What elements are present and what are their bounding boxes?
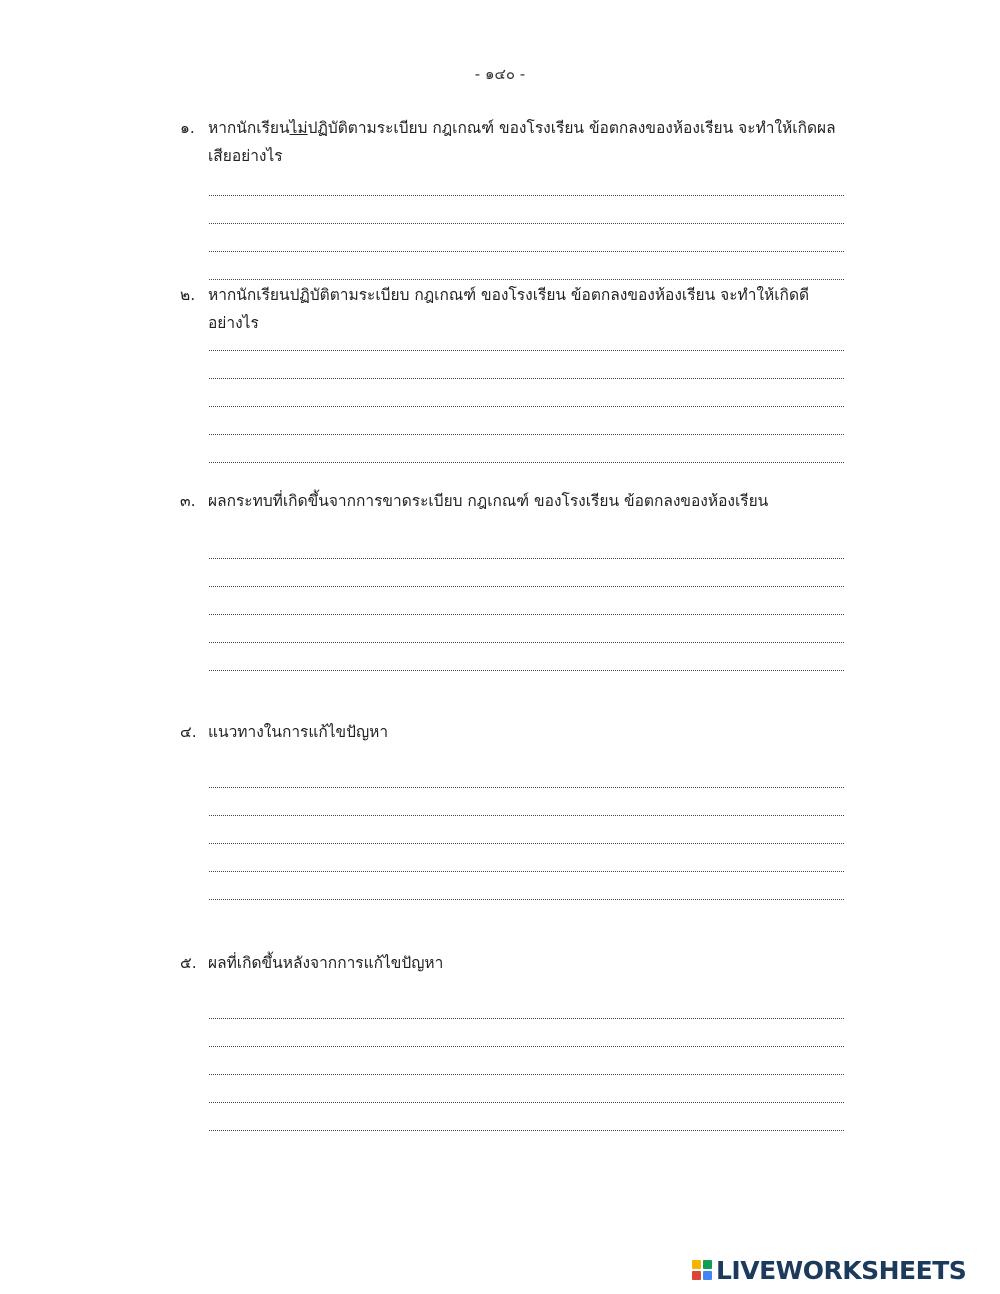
question-2-text — [180, 281, 848, 337]
question-1-number: ๑. — [180, 119, 195, 137]
question-1-text-before: หากนักเรียน — [208, 119, 290, 137]
answer-line[interactable] — [209, 435, 844, 463]
logo-square-icon — [692, 1271, 701, 1280]
answer-line[interactable] — [209, 252, 844, 280]
answer-lines-3 — [209, 531, 848, 671]
logo-square-icon — [703, 1271, 712, 1280]
answer-lines-4 — [209, 760, 848, 900]
question-1-text-underlined: ไม่ — [289, 119, 308, 137]
question-4-text — [180, 718, 848, 746]
answer-line[interactable] — [209, 872, 844, 900]
answer-line[interactable] — [209, 1019, 844, 1047]
answer-line[interactable] — [209, 1047, 844, 1075]
answer-lines-2 — [209, 323, 848, 463]
question-4-text-body: แนวทางในการแก้ไขปัญหา — [208, 723, 389, 741]
answer-line[interactable] — [209, 351, 844, 379]
answer-line[interactable] — [209, 643, 844, 671]
liveworksheets-logo — [692, 1253, 966, 1287]
answer-line[interactable] — [209, 816, 844, 844]
answer-line[interactable] — [209, 788, 844, 816]
answer-line[interactable] — [209, 1075, 844, 1103]
question-5 — [180, 949, 848, 1131]
question-1 — [180, 114, 848, 280]
question-4-number: ๔. — [180, 723, 197, 741]
page-number: - ๑๔๐ - — [474, 65, 526, 83]
question-3-number: ๓. — [180, 492, 196, 510]
question-3-text-body: ผลกระทบที่เกิดขึ้นจากการขาดระเบียบ กฎเกณฑ์ ของโรงเรียน ข้อตกลงของห้องเรียน — [208, 492, 769, 510]
question-2-text-body: หากนักเรียนปฏิบัติตามระเบียบ กฎเกณฑ์ ของโรงเรียน ข้อตกลงของห้องเรียน จะทำให้เกิดดีอย่างไร — [208, 286, 810, 332]
question-1-text — [180, 114, 848, 170]
answer-line[interactable] — [209, 407, 844, 435]
question-2-number: ๒. — [180, 286, 196, 304]
answer-line[interactable] — [209, 1103, 844, 1131]
question-3-text — [180, 487, 848, 515]
answer-line[interactable] — [209, 531, 844, 559]
answer-lines-5 — [209, 991, 848, 1131]
answer-line[interactable] — [209, 168, 844, 196]
answer-line[interactable] — [209, 844, 844, 872]
answer-line[interactable] — [209, 224, 844, 252]
answer-line[interactable] — [209, 587, 844, 615]
question-5-text — [180, 949, 848, 977]
logo-square-icon — [692, 1260, 701, 1269]
question-5-text-body: ผลที่เกิดขึ้นหลังจากการแก้ไขปัญหา — [208, 954, 444, 972]
question-4 — [180, 718, 848, 900]
question-3 — [180, 487, 848, 671]
answer-line[interactable] — [209, 615, 844, 643]
logo-text: LIVEWORKSHEETS — [716, 1255, 967, 1285]
logo-grid-icon — [692, 1260, 712, 1280]
question-1-text-after: ปฏิบัติตามระเบียบ กฎเกณฑ์ ของโรงเรียน ข้อตกลงของห้องเรียน จะทำให้เกิดผลเสียอย่างไร — [208, 119, 836, 165]
question-2 — [180, 281, 848, 463]
answer-line[interactable] — [209, 559, 844, 587]
answer-line[interactable] — [209, 991, 844, 1019]
logo-square-icon — [703, 1260, 712, 1269]
answer-lines-1 — [209, 168, 848, 280]
answer-line[interactable] — [209, 379, 844, 407]
question-5-number: ๕. — [180, 954, 197, 972]
answer-line[interactable] — [209, 196, 844, 224]
answer-line[interactable] — [209, 760, 844, 788]
